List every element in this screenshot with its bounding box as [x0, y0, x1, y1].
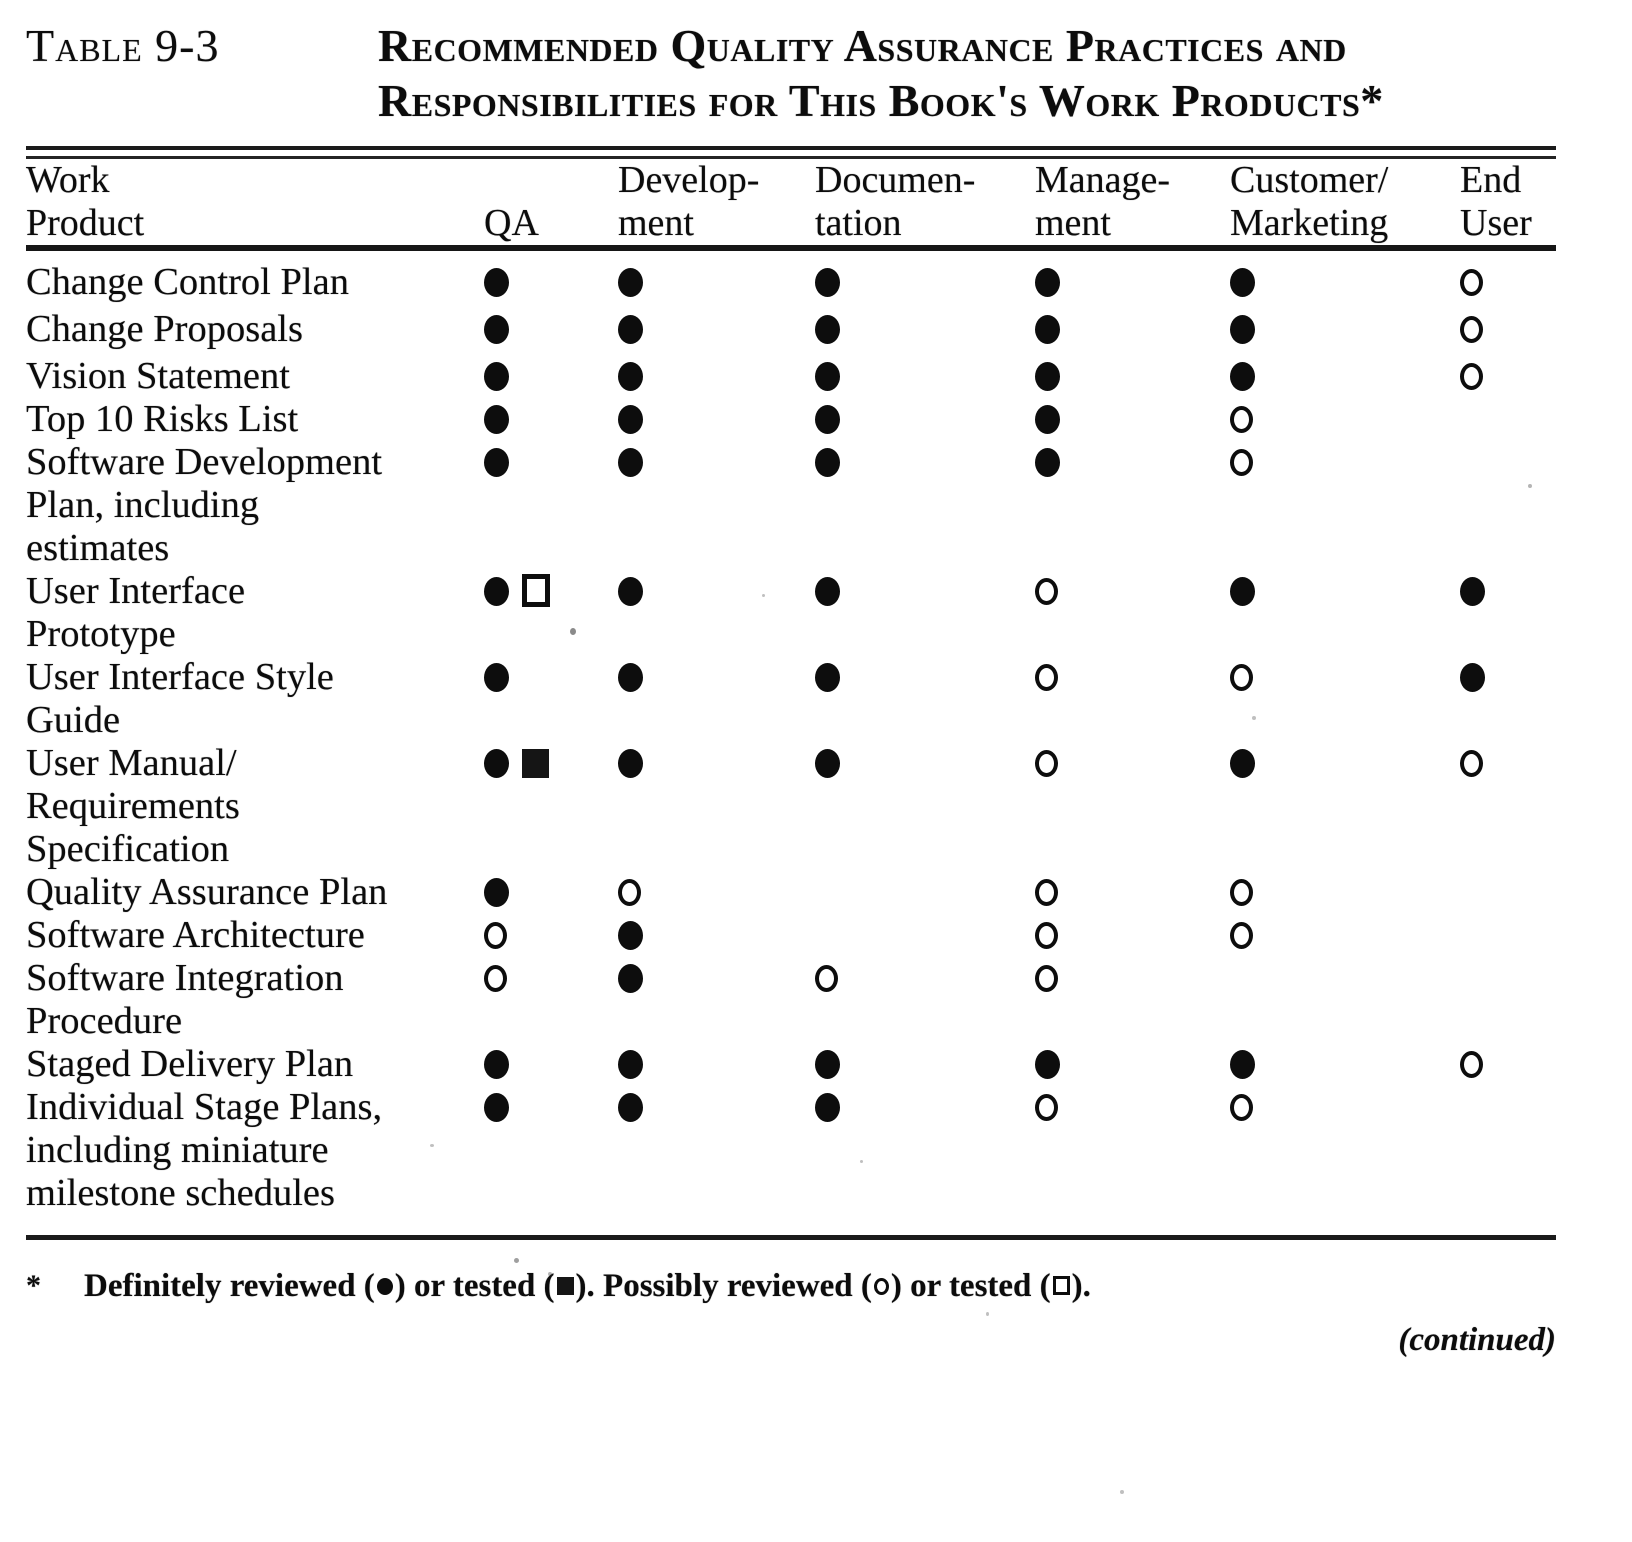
table-row: [26, 248, 1556, 308]
qa-practices-table: [26, 159, 1556, 1215]
filled-circle-icon: [1035, 362, 1060, 391]
filled-circle-icon: [618, 663, 643, 692]
filled-circle-icon: [1230, 749, 1255, 778]
filled-circle-icon: [1460, 577, 1485, 606]
table-footnote: [26, 1266, 1556, 1306]
filled-circle-icon: [618, 1050, 643, 1079]
table-cell: [815, 570, 1035, 656]
table-row: [26, 1043, 1556, 1086]
table-cell: [1460, 742, 1556, 871]
table-cell: [815, 1043, 1035, 1086]
table-cell: [815, 248, 1035, 308]
table-cell: [1230, 248, 1460, 308]
table-caption: [26, 18, 1556, 128]
filled-square-icon: [522, 749, 549, 778]
table-cell: [618, 742, 815, 871]
table-cell: [618, 1043, 815, 1086]
column-header-enduser: End User: [1460, 159, 1556, 248]
table-cell: [618, 957, 815, 1043]
filled-circle-icon: [1035, 315, 1060, 344]
table-cell: [1230, 1086, 1460, 1215]
footnote-segment: ) or tested (: [890, 1268, 1051, 1304]
table-cell: [618, 398, 815, 441]
table-cell: [618, 1086, 815, 1215]
table-title-line-2: Responsibilities for This Book's Work Products*: [378, 75, 1384, 126]
table-cell: [815, 308, 1035, 355]
table-cell: [1035, 308, 1230, 355]
table-header: [26, 159, 1556, 248]
table-cell: [618, 441, 815, 570]
table-cell: [1460, 441, 1556, 570]
filled-circle-icon: [1230, 362, 1255, 391]
open-circle-icon: [815, 965, 838, 992]
scan-speck: [1528, 484, 1532, 488]
table-cell: [1230, 1043, 1460, 1086]
filled-circle-icon: [618, 921, 643, 950]
table-cell: [1230, 871, 1460, 914]
table-cell: [1035, 914, 1230, 957]
scan-speck: [548, 1272, 552, 1276]
filled-circle-icon: [1035, 448, 1060, 477]
table-cell: [1230, 441, 1460, 570]
table-row: [26, 742, 1556, 871]
column-header-management: Manage- ment: [1035, 159, 1230, 248]
work-product-label: User Interface Style Guide: [26, 656, 334, 741]
table-row: [26, 308, 1556, 355]
table-cell: [815, 957, 1035, 1043]
column-header-development: Develop- ment: [618, 159, 815, 248]
table-cell: [1230, 742, 1460, 871]
open-circle-icon: [1230, 1094, 1253, 1121]
scan-speck: [514, 1258, 519, 1263]
table-cell: [1035, 398, 1230, 441]
filled-circle-icon: [484, 315, 509, 344]
table-cell: [484, 441, 618, 570]
table-cell: [1230, 308, 1460, 355]
filled-circle-icon: [377, 1278, 393, 1295]
filled-circle-icon: [618, 577, 643, 606]
table-cell: [484, 871, 618, 914]
filled-circle-icon: [815, 1050, 840, 1079]
scan-speck: [570, 628, 576, 635]
filled-circle-icon: [484, 405, 509, 434]
filled-circle-icon: [484, 1093, 509, 1122]
column-header-workproduct: Work Product: [26, 159, 484, 248]
filled-circle-icon: [815, 362, 840, 391]
continued-marker: (continued): [1398, 1322, 1556, 1358]
scan-speck: [1252, 716, 1256, 720]
open-square-icon: [1053, 1276, 1070, 1295]
table-cell: [484, 398, 618, 441]
open-circle-icon: [1460, 363, 1483, 390]
open-circle-icon: [1230, 922, 1253, 949]
filled-circle-icon: [618, 362, 643, 391]
footnote-asterisk: *: [26, 1269, 41, 1302]
table-cell: [815, 1086, 1035, 1215]
filled-circle-icon: [484, 663, 509, 692]
filled-circle-icon: [815, 268, 840, 297]
table-cell: [484, 355, 618, 398]
filled-circle-icon: [1230, 577, 1255, 606]
table-cell: [1460, 1043, 1556, 1086]
table-cell: [1035, 656, 1230, 742]
table-cell: [1230, 355, 1460, 398]
table-cell: [1460, 1086, 1556, 1215]
table-label: Table 9-3: [26, 20, 220, 71]
table-cell: [1460, 914, 1556, 957]
table-row: [26, 914, 1556, 957]
table-cell: [618, 570, 815, 656]
open-circle-icon: [484, 965, 507, 992]
table-cell: [1460, 248, 1556, 308]
filled-circle-icon: [484, 577, 509, 606]
table-cell: [815, 914, 1035, 957]
filled-circle-icon: [815, 749, 840, 778]
filled-circle-icon: [1035, 405, 1060, 434]
filled-circle-icon: [484, 749, 509, 778]
table-row: [26, 656, 1556, 742]
table-title-line-1: Recommended Quality Assurance Practices and: [378, 20, 1347, 71]
table-cell: [1230, 656, 1460, 742]
footnote-segment: ).: [1071, 1268, 1091, 1304]
column-header-qa: QA: [484, 159, 618, 248]
open-circle-icon: [1035, 1094, 1058, 1121]
table-cell: [815, 742, 1035, 871]
filled-circle-icon: [815, 405, 840, 434]
work-product-label: Change Control Plan: [26, 261, 349, 303]
open-circle-icon: [618, 879, 641, 906]
table-cell: [484, 308, 618, 355]
table-cell: [1460, 871, 1556, 914]
work-product-label: Vision Statement: [26, 355, 290, 397]
filled-circle-icon: [484, 448, 509, 477]
filled-circle-icon: [618, 964, 643, 993]
scan-speck: [986, 1312, 989, 1316]
table-cell: [484, 248, 618, 308]
column-header-documentation: Documen- tation: [815, 159, 1035, 248]
filled-circle-icon: [815, 1093, 840, 1122]
scan-speck: [430, 1144, 434, 1147]
filled-circle-icon: [484, 878, 509, 907]
filled-circle-icon: [815, 577, 840, 606]
open-circle-icon: [1230, 406, 1253, 433]
table-cell: [484, 570, 618, 656]
work-product-label: Change Proposals: [26, 308, 303, 350]
table-cell: [618, 914, 815, 957]
table-cell: [1460, 308, 1556, 355]
table-cell: [1460, 570, 1556, 656]
table-cell: [1035, 570, 1230, 656]
filled-circle-icon: [1035, 1050, 1060, 1079]
filled-circle-icon: [618, 405, 643, 434]
table-cell: [484, 742, 618, 871]
table-top-double-rule: [26, 146, 1556, 159]
open-circle-icon: [1230, 879, 1253, 906]
table-cell: [1230, 570, 1460, 656]
filled-circle-icon: [484, 1050, 509, 1079]
scan-speck: [1120, 1490, 1124, 1494]
filled-circle-icon: [815, 448, 840, 477]
filled-circle-icon: [618, 749, 643, 778]
open-circle-icon: [1460, 1051, 1483, 1078]
table-row: [26, 441, 1556, 570]
work-product-label: Top 10 Risks List: [26, 398, 299, 440]
filled-circle-icon: [618, 1093, 643, 1122]
filled-circle-icon: [815, 315, 840, 344]
footnote-segment: ) or tested (: [394, 1268, 555, 1304]
open-circle-icon: [484, 922, 507, 949]
footnote-segment: Definitely reviewed (: [84, 1268, 375, 1304]
table-cell: [1460, 355, 1556, 398]
table-cell: [815, 441, 1035, 570]
open-circle-icon: [1035, 922, 1058, 949]
table-cell: [1035, 742, 1230, 871]
table-title: [378, 18, 1384, 128]
work-product-label: Individual Stage Plans, including miniature milestone schedules: [26, 1086, 383, 1214]
scan-speck: [860, 1160, 863, 1163]
table-cell: [1460, 398, 1556, 441]
open-circle-icon: [1035, 879, 1058, 906]
open-circle-icon: [1460, 750, 1483, 777]
work-product-label: Software Architecture: [26, 914, 365, 956]
table-cell: [815, 871, 1035, 914]
work-product-label: Staged Delivery Plan: [26, 1043, 354, 1085]
table-cell: [618, 871, 815, 914]
scan-speck: [762, 594, 765, 597]
filled-circle-icon: [1230, 268, 1255, 297]
table-cell: [1035, 441, 1230, 570]
table-cell: [618, 656, 815, 742]
open-circle-icon: [1035, 750, 1058, 777]
filled-circle-icon: [1230, 315, 1255, 344]
filled-circle-icon: [484, 362, 509, 391]
table-cell: [1230, 914, 1460, 957]
table-cell: [618, 248, 815, 308]
table-row: [26, 957, 1556, 1043]
table-cell: [815, 398, 1035, 441]
work-product-label: User Interface Prototype: [26, 570, 246, 655]
table-cell: [484, 957, 618, 1043]
footnote-text: [84, 1266, 1091, 1306]
open-circle-icon: [1035, 578, 1058, 605]
table-cell: [484, 1043, 618, 1086]
table-cell: [1035, 248, 1230, 308]
open-circle-icon: [1230, 449, 1253, 476]
work-product-label: Software Integration Procedure: [26, 957, 344, 1042]
filled-circle-icon: [618, 448, 643, 477]
table-header-row: [26, 159, 1556, 248]
table-row: [26, 871, 1556, 914]
table-cell: [1035, 355, 1230, 398]
table-cell: [484, 1086, 618, 1215]
table-cell: [1035, 1043, 1230, 1086]
table-row: [26, 355, 1556, 398]
table-cell: [815, 355, 1035, 398]
open-circle-icon: [874, 1278, 889, 1295]
table-cell: [618, 308, 815, 355]
open-circle-icon: [1035, 965, 1058, 992]
footnote-segment: ). Possibly reviewed (: [575, 1268, 872, 1304]
table-cell: [484, 656, 618, 742]
open-square-icon: [522, 574, 550, 607]
work-product-label: User Manual/ Requirements Specification: [26, 742, 240, 870]
column-header-customermarketing: Customer/ Marketing: [1230, 159, 1460, 248]
open-circle-icon: [1460, 316, 1483, 343]
filled-circle-icon: [1230, 1050, 1255, 1079]
table-cell: [1230, 957, 1460, 1043]
work-product-label: Quality Assurance Plan: [26, 871, 388, 913]
table-cell: [1035, 957, 1230, 1043]
open-circle-icon: [1460, 269, 1483, 296]
table-cell: [1460, 656, 1556, 742]
table-cell: [1460, 957, 1556, 1043]
filled-circle-icon: [815, 663, 840, 692]
open-circle-icon: [1230, 664, 1253, 691]
filled-circle-icon: [484, 268, 509, 297]
filled-circle-icon: [618, 268, 643, 297]
table-cell: [1230, 398, 1460, 441]
work-product-label: Software Development Plan, including estimates: [26, 441, 383, 569]
table-cell: [815, 656, 1035, 742]
table-cell: [1035, 871, 1230, 914]
filled-circle-icon: [618, 315, 643, 344]
filled-square-icon: [557, 1277, 574, 1295]
table-cell: [484, 914, 618, 957]
filled-circle-icon: [1460, 663, 1485, 692]
table-row: [26, 1086, 1556, 1215]
table-bottom-rule: [26, 1235, 1556, 1240]
table-row: [26, 570, 1556, 656]
table-body: [26, 248, 1556, 1215]
open-circle-icon: [1035, 664, 1058, 691]
table-cell: [1035, 1086, 1230, 1215]
table-row: [26, 398, 1556, 441]
filled-circle-icon: [1035, 268, 1060, 297]
table-cell: [618, 355, 815, 398]
